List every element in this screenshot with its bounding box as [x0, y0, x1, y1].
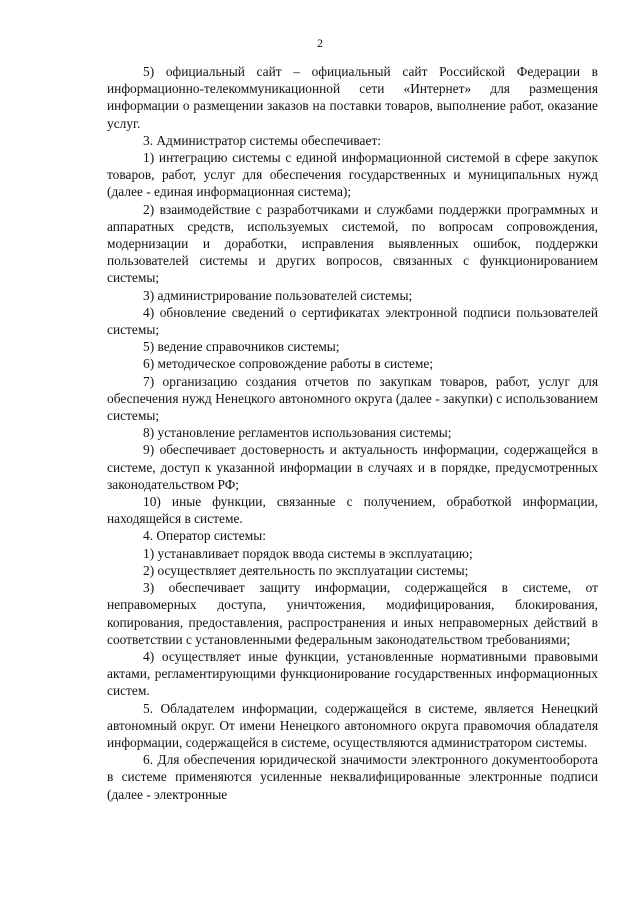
- paragraph: 4) осуществляет иные функции, установленные нормативными правовыми актами, регламентирующими функционирование государственных информационных систем.: [107, 648, 598, 699]
- paragraph: 6) методическое сопровождение работы в системе;: [143, 356, 434, 372]
- paragraph: 2) осуществляет деятельность по эксплуатации системы;: [143, 562, 469, 578]
- paragraph: 9) обеспечивает достоверность и актуальность информации, содержащейся в системе, доступ к указанной информации в случаях и в порядке, предусмотренных законодательством РФ;: [107, 442, 598, 492]
- paragraph: 3. Администратор системы обеспечивает:: [143, 132, 382, 148]
- document-body: [107, 63, 598, 803]
- paragraph: 10) иные функции, связанные с получением, обработкой информации, находящейся в системе.: [107, 494, 598, 527]
- paragraph: 2) взаимодействие с разработчиками и службами поддержки программных и аппаратных средств, используемых системой, по вопросам сопровождения, модернизации и доработки, исправления выявленных ошибок, поддержки пользователей системы и других вопросов, связанных с функционированием системы;: [107, 201, 598, 286]
- paragraph: 6. Для обеспечения юридической значимости электронного документооборота в системе применяются усиленные неквалифицированные электронные подписи (далее - электронные: [107, 752, 598, 802]
- paragraph: 3) администрирование пользователей системы;: [143, 287, 413, 303]
- paragraph: 4) обновление сведений о сертификатах электронной подписи пользователей системы;: [107, 304, 598, 338]
- paragraph: 1) устанавливает порядок ввода системы в эксплуатацию;: [143, 545, 473, 561]
- paragraph: 1) интеграцию системы с единой информационной системой в сфере закупок товаров, работ, услуг для обеспечения государственных и муниципальных нужд (далее - единая информационная система);: [107, 150, 598, 200]
- paragraph: 5. Обладателем информации, содержащейся в системе, является Ненецкий автономный округ. От имени Ненецкого автономного округа правомочия обладателя информации, содержащейся в системе, осуществляются администратором системы.: [107, 700, 598, 750]
- paragraph: 4. Оператор системы:: [143, 528, 266, 544]
- page-number: 2: [317, 36, 323, 50]
- paragraph: 7) организацию создания отчетов по закупкам товаров, работ, услуг для обеспечения нужд Ненецкого автономного округа (далее - закупки) с использованием системы;: [107, 373, 598, 424]
- paragraph: 5) ведение справочников системы;: [143, 339, 340, 355]
- paragraph: 5) официальный сайт – официальный сайт Российской Федерации в информационно-телекоммуникационной сети «Интернет» для размещения информации о размещении заказов на поставки товаров, выполнение работ, оказание услуг.: [107, 64, 598, 131]
- paragraph: 8) установление регламентов использования системы;: [143, 425, 452, 441]
- paragraph: 3) обеспечивает защиту информации, содержащейся в системе, от неправомерных доступа, уничтожения, модифицирования, блокирования, копирования, предоставления, распространения и иных неправомерных действий в соответствии с установленными федеральным законодательством требованиями;: [107, 580, 598, 647]
